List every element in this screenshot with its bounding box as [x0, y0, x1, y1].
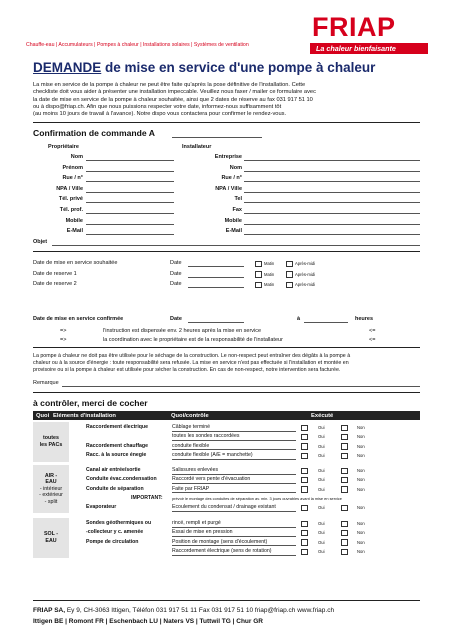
control-underline [172, 431, 296, 432]
control-item: Raccordement électrique (sens de rotation) [172, 548, 272, 555]
footer-company: FRIAP SA, [33, 607, 66, 614]
non-label: Non [357, 434, 365, 440]
proprietaire-field-label: Tél. prof. [59, 207, 83, 213]
installateur-field-input[interactable] [244, 171, 420, 172]
oui-checkbox[interactable] [301, 477, 308, 484]
control-underline [172, 492, 296, 493]
control-underline [172, 474, 296, 475]
control-item: rincé, rempli et purgé [172, 520, 221, 526]
confirmation-number-field[interactable] [172, 137, 262, 138]
proprietaire-field-input[interactable] [86, 192, 174, 193]
non-label: Non [357, 477, 365, 483]
installateur-field-input[interactable] [244, 234, 420, 235]
control-item: Câblage terminé [172, 424, 211, 430]
arrow-right: <= [369, 328, 376, 334]
oui-checkbox[interactable] [301, 539, 308, 546]
proprietaire-heading: Propriétaire [48, 144, 79, 150]
arrow-left: => [60, 337, 67, 343]
control-underline [172, 536, 296, 537]
control-item: Position de montage (sens d'écoulement) [172, 538, 268, 545]
arrow-text: l'instruction est dispensée env. 2 heures après la mise en service [103, 328, 262, 334]
oui-label: Oui [318, 539, 325, 545]
group-label-line: les PACs [39, 442, 63, 448]
control-item: Essai de mise en pression [172, 529, 233, 536]
warning-line: provisoire ou si la pompe à chaleur est utilisée pour sécher la construction. En cas de non-respect, notre intervention sera facturée. [33, 367, 341, 373]
title-rest: de mise en service d'une pompe à chaleur [101, 60, 376, 75]
date-word: Date [170, 281, 182, 287]
installation-element: Evaporateur [86, 504, 117, 511]
date-row-label: Date de reserve 2 [33, 281, 77, 287]
page-title [33, 60, 375, 75]
confirmed-date-label: Date de mise en service confirmée [33, 316, 124, 322]
date-row-label: Date de mise en service souhaitée [33, 260, 118, 266]
installation-element: Raccordement électrique [86, 424, 148, 430]
section-divider [33, 251, 420, 252]
control-item: toutes les sondes raccordées [172, 433, 240, 440]
important-label: IMPORTANT: [131, 495, 163, 501]
morning-checkbox[interactable] [255, 282, 262, 289]
arrow-left: => [60, 328, 67, 334]
afternoon-label: Après-midi [295, 282, 316, 287]
oui-label: Oui [318, 468, 325, 473]
non-checkbox[interactable] [341, 425, 348, 432]
intro-line: (au moins 10 jours de travail à l'avance). Notre dispo vous contactera pour confirmer le rendez-vous. [33, 111, 287, 118]
proprietaire-field-input[interactable] [86, 181, 174, 182]
proprietaire-field-label: NPA / Ville [56, 185, 83, 192]
group-label-line: SOL - [43, 531, 59, 538]
morning-label: Matin [264, 261, 275, 266]
oui-label: Oui [318, 477, 325, 483]
non-label: Non [357, 505, 365, 511]
oui-checkbox[interactable] [301, 521, 308, 528]
remarque-label: Remarque [33, 380, 59, 386]
intro-line: La mise en service de la pompe à chaleur ne peut être faite qu'après la pose définitive de l'installation. Cette [33, 82, 306, 88]
non-checkbox[interactable] [341, 477, 348, 484]
control-item: conduite flexible (A/E = manchette) [172, 452, 253, 459]
oui-label: Oui [318, 549, 325, 555]
non-label: Non [357, 468, 365, 473]
installateur-field-input[interactable] [244, 224, 420, 225]
oui-checkbox[interactable] [301, 425, 308, 432]
warning-line: chaleur ou à la source d'énergie : toute responsabilité sera refusée. La mise en service n'est pas effectuée si l'installation et montée en [33, 360, 349, 366]
remarque-field[interactable] [62, 386, 420, 387]
afternoon-label: Après-midi [295, 261, 316, 266]
installateur-heading: Installateur [182, 144, 212, 150]
group-label-line: toutes [43, 435, 59, 442]
logo-bar [310, 43, 428, 54]
oui-label: Oui [318, 453, 325, 459]
installateur-field-input[interactable] [244, 181, 420, 182]
afternoon-label: Après-midi [295, 271, 316, 277]
checklist-heading: à contrôler, merci de cocher [33, 398, 148, 408]
control-underline [172, 449, 296, 450]
non-label: Non [357, 443, 365, 449]
oui-checkbox[interactable] [301, 549, 308, 556]
proprietaire-field-input[interactable] [86, 171, 174, 172]
non-checkbox[interactable] [341, 549, 348, 556]
logo-word: FRIAP [312, 12, 396, 42]
morning-label: Matin [264, 271, 275, 277]
non-checkbox[interactable] [341, 521, 348, 528]
confirmed-at: à [297, 316, 301, 322]
non-label: Non [357, 425, 365, 430]
footer-address [33, 607, 334, 614]
date-input[interactable] [188, 287, 244, 288]
confirmed-date-word: Date [170, 316, 182, 322]
oui-checkbox[interactable] [301, 453, 308, 460]
morning-checkbox[interactable] [255, 261, 262, 268]
confirmed-hours: heures [355, 316, 374, 322]
intro-line: checkliste doit vous aider à présenter une installation impeccable. Veuillez nous faxer / mailer ce formulaire avec [33, 89, 316, 96]
control-item: Ecoulement du condensat / drainage existant [172, 504, 276, 511]
control-underline [172, 527, 296, 528]
installateur-field-label: Tel [234, 196, 242, 203]
proprietaire-field-input[interactable] [86, 160, 174, 161]
oui-label: Oui [318, 443, 325, 449]
group-label-line: EAU [45, 479, 57, 486]
afternoon-checkbox[interactable] [286, 271, 293, 278]
objet-field[interactable] [52, 245, 420, 246]
oui-checkbox[interactable] [301, 505, 308, 512]
installateur-field-input[interactable] [244, 160, 420, 161]
group-label-box [33, 518, 69, 558]
installation-element: Racc. à la source énegie [86, 452, 147, 459]
control-item: Raccordé vers pente d'évacuation [172, 476, 251, 483]
date-word: Date [170, 260, 182, 266]
oui-checkbox[interactable] [301, 443, 308, 450]
group-label-line: - split [44, 498, 58, 505]
title-demande: DEMANDE [33, 60, 102, 75]
group-label-line: AIR - [44, 472, 58, 479]
col-execute: Exécuté [311, 412, 334, 419]
oui-checkbox[interactable] [301, 434, 308, 441]
oui-checkbox[interactable] [301, 468, 308, 475]
col-controle: Quoi/contrôle [171, 412, 209, 419]
installation-element: -collecteur y c. amenée [86, 529, 144, 536]
confirmed-date-field[interactable] [188, 322, 244, 323]
installation-element: Sondes géothermiques ou [86, 520, 152, 526]
warning-text [33, 353, 423, 374]
oui-label: Oui [318, 521, 325, 526]
section-divider [33, 347, 420, 348]
arrow-text: la coordination avec le propriétaire est de la responsabilité de l'installateur [103, 337, 283, 343]
non-checkbox[interactable] [341, 453, 348, 460]
non-label: Non [357, 549, 365, 555]
intro-line: ou à dispo@friap.ch. Afin que nous puissions respecter votre date, informez-nous suffisamment tôt [33, 103, 282, 110]
non-label: Non [357, 539, 365, 545]
date-word: Date [170, 270, 182, 277]
installation-element: Pompe de circulation [86, 538, 139, 545]
intro-text [33, 82, 418, 118]
installateur-field-label: Nom [229, 164, 242, 171]
proprietaire-field-label: Prénom [62, 164, 83, 171]
date-input[interactable] [188, 277, 244, 278]
group-label-box [33, 465, 69, 513]
control-underline [172, 483, 296, 484]
non-checkbox[interactable] [341, 434, 348, 441]
proprietaire-field-label: Mobile [65, 217, 83, 224]
oui-checkbox[interactable] [301, 486, 308, 493]
installation-element: Conduite de séparation [86, 485, 144, 492]
non-checkbox[interactable] [341, 486, 348, 493]
non-checkbox[interactable] [341, 539, 348, 546]
section-divider [33, 392, 420, 393]
control-underline [172, 555, 296, 556]
section-divider [33, 122, 420, 123]
group-label-line: - intérieur [39, 485, 63, 492]
warning-line: La pompe à chaleur ne doit pas être utilisée pour le séchage de la construction. Le non-respect peut entraîner des dégâts à la pompe à [33, 353, 351, 359]
proprietaire-field-label: Nom [70, 154, 83, 160]
group-label-line: EAU [45, 538, 57, 544]
control-underline [172, 459, 296, 460]
installateur-field-label: Mobile [224, 217, 242, 224]
non-label: Non [357, 486, 365, 492]
footer-contact: Ey 9, CH-3063 Ittigen, Téléfon 031 917 51 11 Fax 031 917 51 10 friap@friap.ch www.friap.ch [65, 607, 335, 614]
oui-label: Oui [318, 505, 325, 511]
installation-element: Canal air entrée/sortie [86, 467, 141, 473]
proprietaire-field-label: E-Mail [66, 228, 83, 235]
control-underline [172, 511, 296, 512]
non-checkbox[interactable] [341, 505, 348, 512]
friap-logo [310, 12, 428, 52]
checklist-table-header [33, 411, 420, 420]
objet-label: Objet [33, 239, 48, 245]
installateur-field-label: Fax [232, 207, 242, 213]
installateur-field-label: Rue / n° [221, 175, 242, 182]
proprietaire-field-label: Tél. privé [58, 196, 83, 203]
morning-label: Matin [264, 282, 275, 287]
col-quoi: Quoi [36, 412, 50, 419]
non-label: Non [357, 530, 365, 536]
confirmation-heading: Confirmation de commande A [33, 128, 155, 138]
group-label-box [33, 422, 69, 462]
installateur-field-input[interactable] [244, 202, 420, 203]
control-item: Salissures enlevées [172, 467, 219, 473]
non-checkbox[interactable] [341, 443, 348, 450]
installateur-field-label: E-Mail [225, 228, 242, 235]
proprietaire-field-label: Rue / n° [62, 175, 83, 182]
oui-label: Oui [318, 434, 325, 440]
non-label: Non [357, 453, 365, 459]
installateur-field-label: Entreprise [214, 154, 242, 160]
footer-divider [33, 600, 420, 601]
control-underline [172, 545, 296, 546]
intro-line: la date de mise en service de la pompe à chaleur souhaitée, ainsi que 2 dates de réserve au fax 031 917 51 10 [33, 96, 313, 103]
date-input[interactable] [188, 266, 244, 267]
group-label-line: - extérieur [39, 492, 63, 499]
proprietaire-field-input[interactable] [86, 224, 174, 225]
proprietaire-field-input[interactable] [86, 213, 174, 214]
top-navigation: Chauffe-eau | Accumulateurs | Pompes à chaleur | Installations solaires | Systèmes de ventilation [26, 42, 249, 48]
control-item: Faite par FRIAP [172, 485, 210, 492]
installateur-field-input[interactable] [244, 213, 420, 214]
control-item: conduite flexible [172, 442, 210, 449]
arrow-right: <= [369, 337, 376, 343]
proprietaire-field-input[interactable] [86, 234, 174, 235]
important-note: prévoir le montage des conduites de séparation av. min. 3 jours ouvrables avant la mise en service [172, 495, 342, 501]
non-checkbox[interactable] [341, 468, 348, 475]
oui-checkbox[interactable] [301, 530, 308, 537]
installateur-field-label: NPA / Ville [215, 185, 242, 192]
afternoon-checkbox[interactable] [286, 282, 293, 289]
afternoon-checkbox[interactable] [286, 261, 293, 268]
installateur-field-input[interactable] [244, 192, 420, 193]
installation-element: Raccordement chauffage [86, 442, 148, 449]
footer-locations: Ittigen BE | Romont FR | Eschenbach LU | Naters VS | Tuttwil TG | Chur GR [33, 618, 263, 625]
proprietaire-field-input[interactable] [86, 202, 174, 203]
col-elements: Eléments d'installation [53, 412, 116, 419]
control-underline [172, 440, 296, 441]
logo-tagline: La chaleur bienfaisante [316, 43, 396, 53]
morning-checkbox[interactable] [255, 271, 262, 278]
installation-element: Conduite évac.condensation [86, 476, 157, 483]
oui-label: Oui [318, 530, 325, 536]
confirmed-time-field[interactable] [304, 322, 348, 323]
date-row-label: Date de reserve 1 [33, 270, 77, 277]
oui-label: Oui [318, 425, 325, 430]
oui-label: Oui [318, 486, 325, 492]
non-checkbox[interactable] [341, 530, 348, 537]
non-label: Non [357, 521, 365, 526]
